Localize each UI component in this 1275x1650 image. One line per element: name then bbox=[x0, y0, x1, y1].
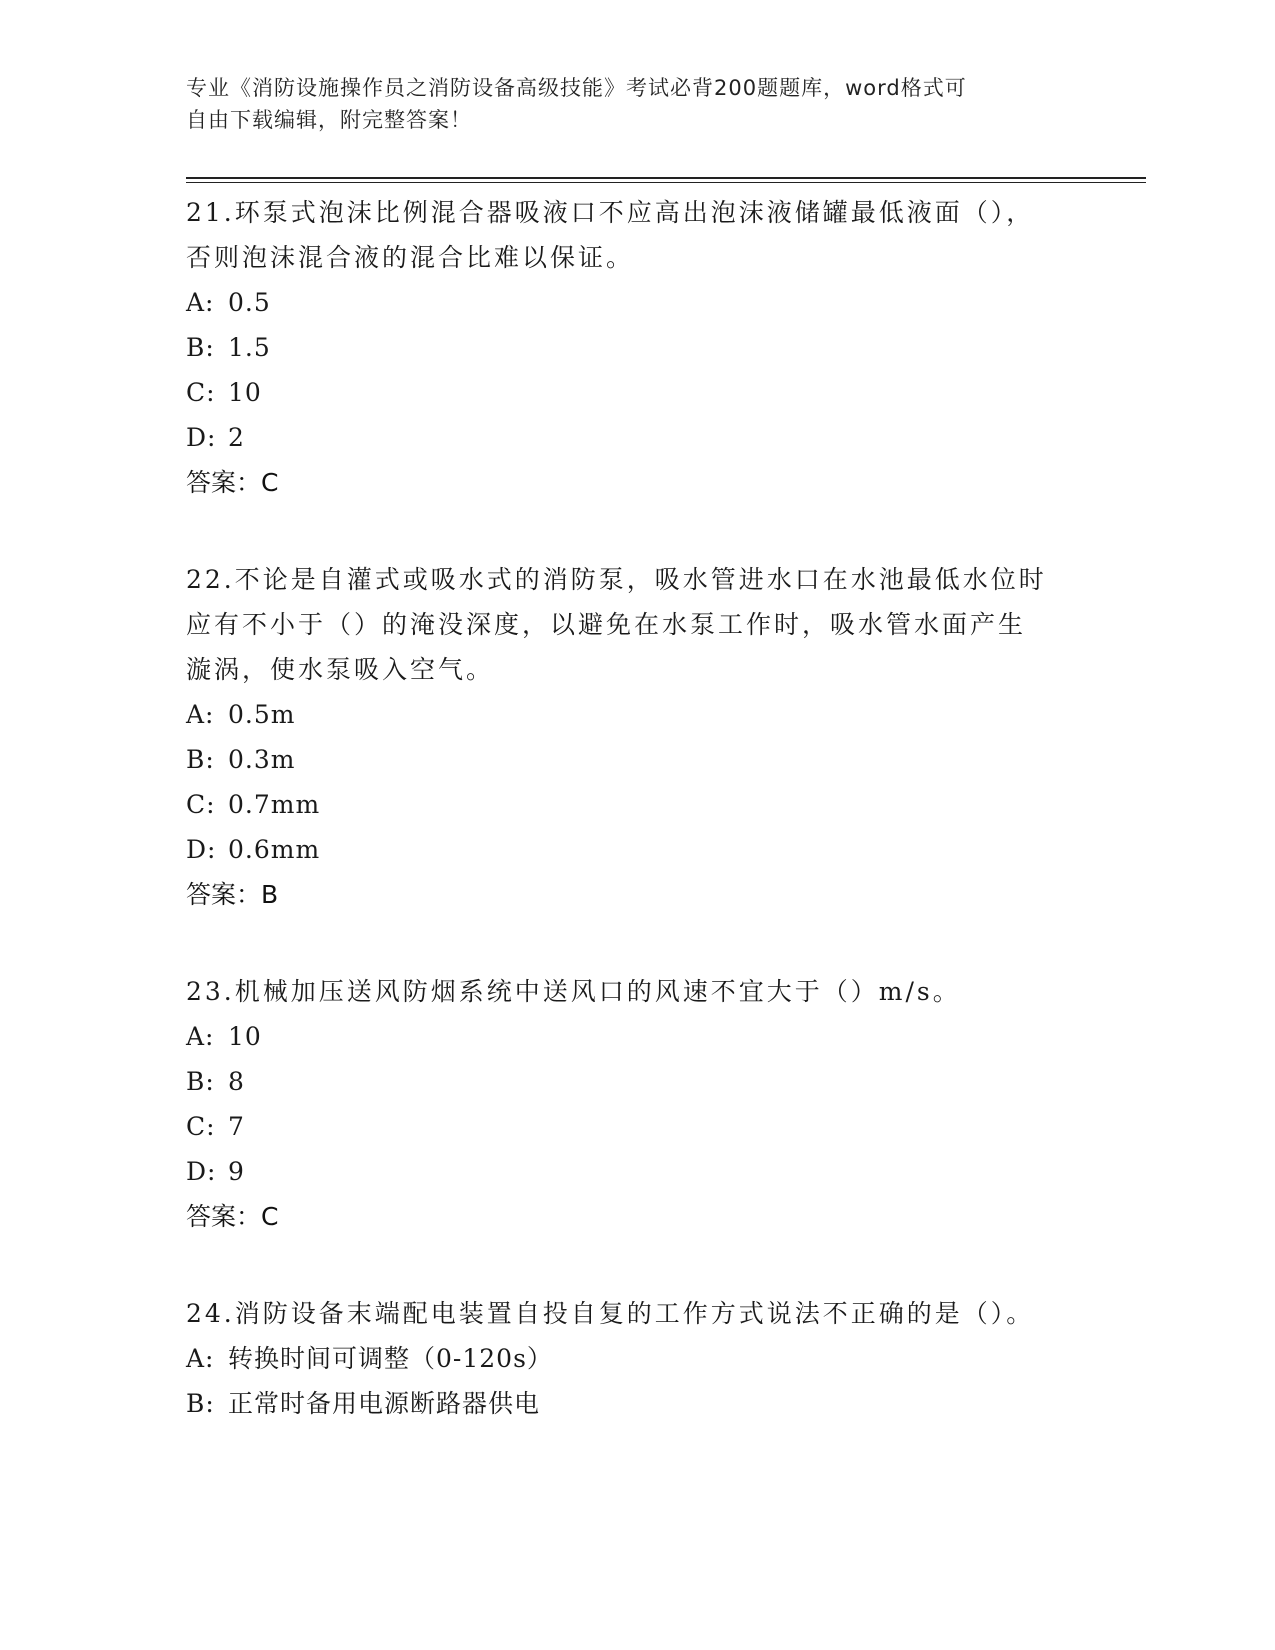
stem-line: 否则泡沫混合液的混合比难以保证。 bbox=[186, 243, 635, 272]
option-d bbox=[186, 415, 1086, 460]
option-text: 10 bbox=[228, 1022, 262, 1051]
option-a bbox=[186, 692, 1086, 737]
option-c bbox=[186, 370, 1086, 415]
option-label: C: bbox=[186, 378, 216, 407]
option-b bbox=[186, 325, 1086, 370]
option-label: C: bbox=[186, 790, 216, 819]
option-c bbox=[186, 782, 1086, 827]
option-text: 转换时间可调整（0-120s） bbox=[228, 1344, 553, 1373]
option-d bbox=[186, 827, 1086, 872]
option-b bbox=[186, 737, 1086, 782]
option-text: 8 bbox=[228, 1067, 245, 1096]
question-24 bbox=[186, 1291, 1086, 1426]
option-label: A: bbox=[186, 1344, 215, 1373]
option-text: 7 bbox=[228, 1112, 245, 1141]
option-label: A: bbox=[186, 1022, 215, 1051]
option-label: B: bbox=[186, 333, 215, 362]
option-a bbox=[186, 280, 1086, 325]
stem-line: 23.机械加压送风防烟系统中送风口的风速不宜大于（）m/s。 bbox=[186, 977, 961, 1006]
document-header bbox=[186, 72, 1066, 136]
header-divider-thin bbox=[186, 182, 1146, 183]
answer-line: 答案：C bbox=[186, 468, 279, 497]
question-stem bbox=[186, 557, 1086, 692]
option-text: 1.5 bbox=[228, 333, 271, 362]
option-a bbox=[186, 1336, 1086, 1381]
question-stem bbox=[186, 1291, 1086, 1336]
option-text: 0.5m bbox=[228, 700, 296, 729]
answer-line: 答案：B bbox=[186, 880, 279, 909]
question-21 bbox=[186, 190, 1086, 505]
option-label: D: bbox=[186, 423, 217, 452]
option-label: B: bbox=[186, 1389, 215, 1418]
option-b bbox=[186, 1059, 1086, 1104]
option-label: B: bbox=[186, 745, 215, 774]
option-label: C: bbox=[186, 1112, 216, 1141]
option-text: 9 bbox=[228, 1157, 245, 1186]
option-label: B: bbox=[186, 1067, 215, 1096]
option-c bbox=[186, 1104, 1086, 1149]
option-text: 0.6mm bbox=[228, 835, 321, 864]
stem-line: 24.消防设备末端配电装置自投自复的工作方式说法不正确的是（）。 bbox=[186, 1299, 1035, 1328]
option-label: D: bbox=[186, 1157, 217, 1186]
option-text: 2 bbox=[228, 423, 245, 452]
option-text: 0.7mm bbox=[228, 790, 321, 819]
option-text: 10 bbox=[228, 378, 262, 407]
question-list bbox=[186, 190, 1086, 1426]
question-stem bbox=[186, 969, 1086, 1014]
option-text: 0.5 bbox=[228, 288, 271, 317]
stem-line: 22.不论是自灌式或吸水式的消防泵，吸水管进水口在水池最低水位时 bbox=[186, 565, 1047, 594]
question-stem bbox=[186, 190, 1086, 280]
option-label: A: bbox=[186, 288, 215, 317]
option-text: 0.3m bbox=[228, 745, 296, 774]
option-a bbox=[186, 1014, 1086, 1059]
stem-line: 应有不小于（）的淹没深度，以避免在水泵工作时，吸水管水面产生 bbox=[186, 610, 1027, 639]
stem-line: 21.环泵式泡沫比例混合器吸液口不应高出泡沫液储罐最低液面（）， bbox=[186, 198, 1035, 227]
header-line-1: 专业《消防设施操作员之消防设备高级技能》考试必背200题题库，word格式可 bbox=[186, 76, 967, 100]
option-b bbox=[186, 1381, 1086, 1426]
header-line-2: 自由下载编辑，附完整答案！ bbox=[186, 108, 472, 132]
option-label: A: bbox=[186, 700, 215, 729]
option-label: D: bbox=[186, 835, 217, 864]
answer-line: 答案：C bbox=[186, 1202, 279, 1231]
header-divider-thick bbox=[186, 177, 1146, 179]
question-22 bbox=[186, 557, 1086, 917]
option-d bbox=[186, 1149, 1086, 1194]
option-text: 正常时备用电源断路器供电 bbox=[228, 1389, 541, 1418]
stem-line: 漩涡，使水泵吸入空气。 bbox=[186, 655, 495, 684]
question-23 bbox=[186, 969, 1086, 1239]
